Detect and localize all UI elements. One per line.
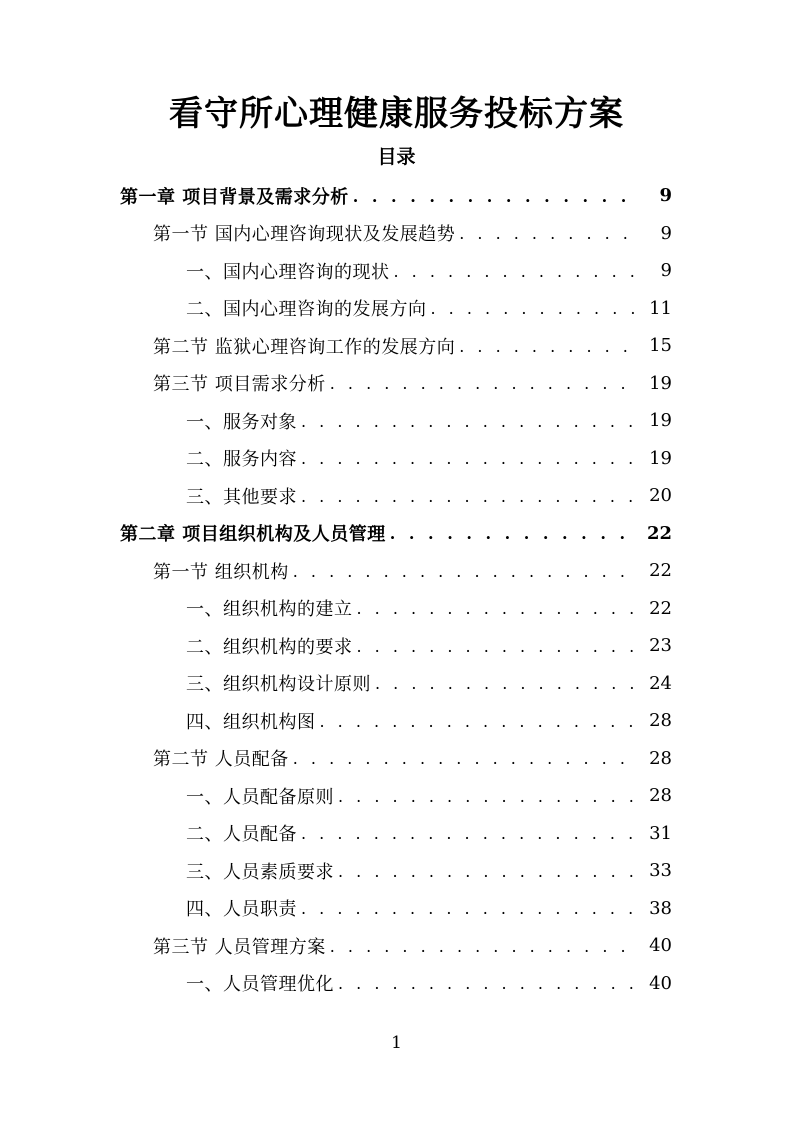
toc-entry-page: 19 — [649, 410, 672, 432]
page-number: 1 — [391, 1033, 402, 1053]
toc-entry[interactable] — [0, 627, 793, 665]
toc-entry-label: 第三节 项目需求分析 — [153, 374, 326, 396]
toc-dot-leader — [330, 376, 638, 402]
toc-entry-page: 9 — [660, 222, 672, 244]
toc-entry-label: 第一章 项目背景及需求分析 — [120, 186, 349, 208]
toc-dot-leader — [320, 714, 639, 740]
toc-dot-leader — [301, 826, 638, 852]
toc-entry-page: 38 — [649, 897, 672, 919]
toc-dot-leader — [459, 339, 638, 365]
toc-dot-leader — [338, 789, 638, 815]
toc-entry-label: 第一节 国内心理咨询现状及发展趋势 — [153, 224, 456, 246]
toc-dot-leader — [459, 226, 638, 252]
toc-dot-leader — [394, 264, 639, 290]
toc-entry-page: 24 — [649, 672, 672, 694]
toc-entry[interactable] — [0, 552, 793, 590]
toc-entry-page: 22 — [649, 597, 672, 619]
toc-entry[interactable] — [0, 590, 793, 628]
toc-entry-page: 19 — [649, 447, 672, 469]
toc-entry[interactable] — [0, 815, 793, 853]
toc-dot-leader — [375, 676, 638, 702]
toc-entry-label: 二、服务内容 — [186, 449, 297, 471]
toc-entry[interactable] — [0, 177, 793, 215]
toc-entry[interactable] — [0, 927, 793, 965]
toc-entry-label: 第二节 人员配备 — [153, 749, 289, 771]
toc-entry-label: 一、人员配备原则 — [186, 786, 334, 808]
toc-entry-page: 31 — [649, 822, 672, 844]
toc-entry-label: 一、人员管理优化 — [186, 974, 334, 996]
toc-entry-label: 第三节 人员管理方案 — [153, 936, 326, 958]
toc-dot-leader — [301, 451, 638, 477]
document-title: 看守所心理健康服务投标方案 — [169, 94, 624, 134]
toc-entry-label: 一、组织机构的建立 — [186, 599, 353, 621]
toc-entry-label: 一、服务对象 — [186, 411, 297, 433]
toc-dot-leader — [353, 189, 638, 215]
toc-entry[interactable] — [0, 890, 793, 928]
toc-entry[interactable] — [0, 215, 793, 253]
toc-dot-leader — [431, 301, 639, 327]
toc-entry-label: 二、国内心理咨询的发展方向 — [186, 299, 427, 321]
toc-entry[interactable] — [0, 252, 793, 290]
toc-entry-page: 15 — [649, 335, 672, 357]
toc-entry[interactable] — [0, 365, 793, 403]
toc-entry-label: 四、组织机构图 — [186, 711, 316, 733]
toc-entry-page: 9 — [659, 185, 672, 207]
toc-entry-page: 19 — [649, 372, 672, 394]
toc-entry-page: 40 — [649, 972, 672, 994]
toc-entry[interactable] — [0, 777, 793, 815]
toc-heading: 目录 — [377, 146, 416, 168]
toc-entry-page: 22 — [649, 560, 672, 582]
toc-entry-page: 33 — [649, 860, 672, 882]
toc-entry-label: 一、国内心理咨询的现状 — [186, 261, 390, 283]
toc-entry-page: 22 — [646, 522, 672, 544]
toc-entry-label: 第二节 监狱心理咨询工作的发展方向 — [153, 336, 456, 358]
toc-dot-leader — [301, 414, 638, 440]
toc-dot-leader — [330, 939, 638, 965]
toc-entry-label: 二、人员配备 — [186, 824, 297, 846]
toc-dot-leader — [293, 751, 638, 777]
toc-entry-label: 第二章 项目组织机构及人员管理 — [120, 524, 386, 546]
toc-dot-leader — [301, 489, 638, 515]
toc-entry-label: 二、组织机构的要求 — [186, 636, 353, 658]
toc-entry-page: 9 — [660, 260, 672, 282]
toc-entry[interactable] — [0, 477, 793, 515]
toc-entry-label: 四、人员职责 — [186, 899, 297, 921]
toc-entry[interactable] — [0, 440, 793, 478]
toc-entry-page: 40 — [649, 935, 672, 957]
toc-entry-page: 28 — [649, 710, 672, 732]
toc-entry-label: 三、其他要求 — [186, 486, 297, 508]
toc-entry[interactable] — [0, 702, 793, 740]
toc-entry-page: 11 — [649, 297, 672, 319]
toc-dot-leader — [338, 864, 638, 890]
toc-entry-label: 三、组织机构设计原则 — [186, 674, 371, 696]
toc-entry[interactable] — [0, 740, 793, 778]
toc-entry[interactable] — [0, 290, 793, 328]
toc-entry[interactable] — [0, 965, 793, 1003]
toc-dot-leader — [293, 564, 638, 590]
toc-entry-page: 28 — [649, 785, 672, 807]
toc-entry[interactable] — [0, 327, 793, 365]
toc-entry-page: 28 — [649, 747, 672, 769]
toc-entry[interactable] — [0, 852, 793, 890]
toc-entry[interactable] — [0, 515, 793, 553]
toc-dot-leader — [338, 976, 638, 1002]
toc-entry[interactable] — [0, 402, 793, 440]
toc-dot-leader — [357, 639, 639, 665]
toc-entry-page: 23 — [649, 635, 672, 657]
toc-entry-page: 20 — [649, 485, 672, 507]
toc-dot-leader — [390, 526, 638, 552]
toc-entry-label: 第一节 组织机构 — [153, 561, 289, 583]
toc-dot-leader — [301, 901, 638, 927]
table-of-contents — [0, 177, 793, 1002]
toc-entry-label: 三、人员素质要求 — [186, 861, 334, 883]
toc-entry[interactable] — [0, 665, 793, 703]
toc-dot-leader — [357, 601, 639, 627]
